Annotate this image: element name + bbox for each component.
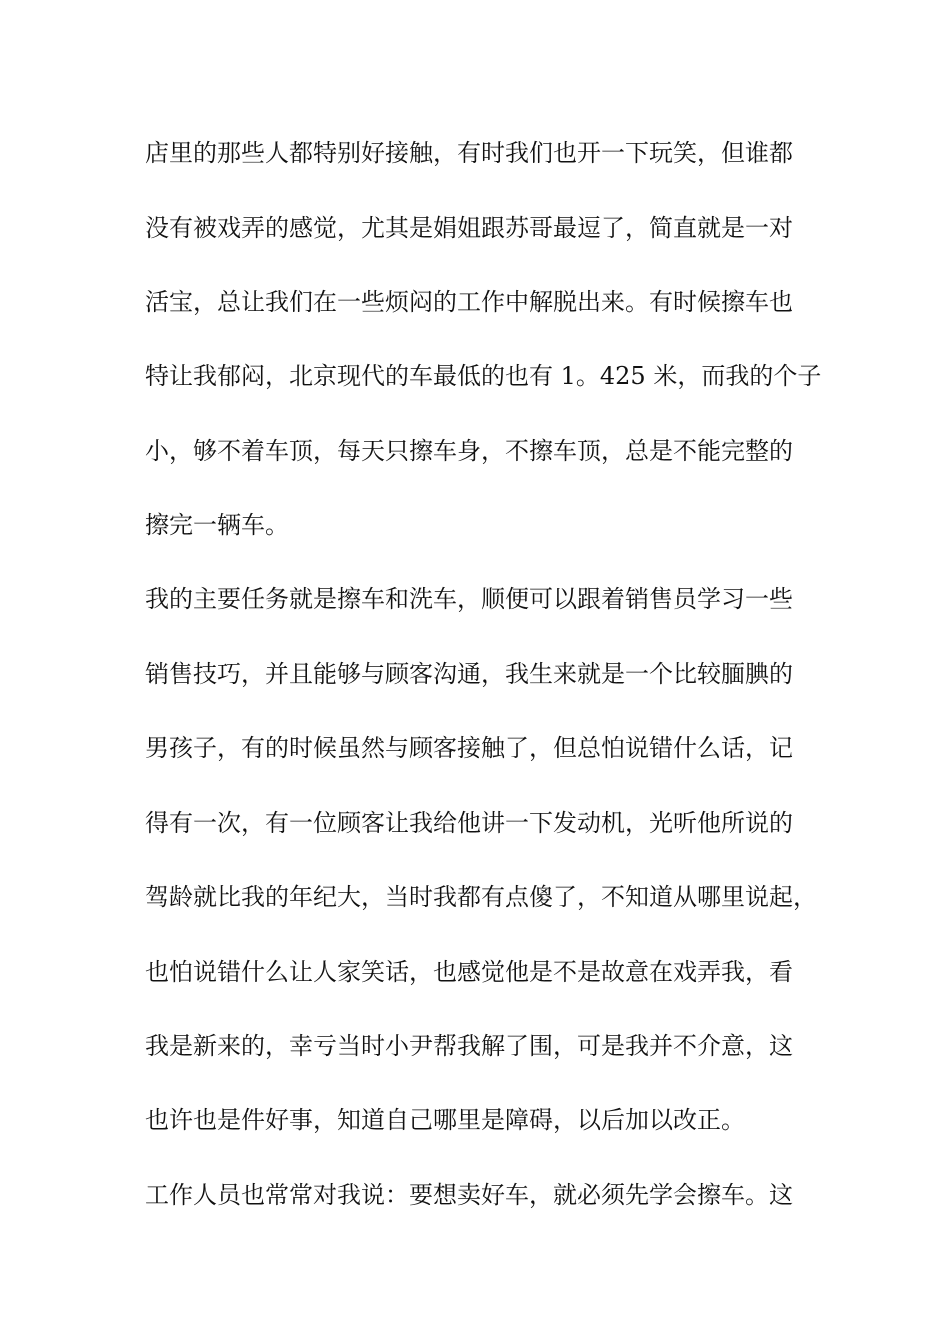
text-line: 擦完一辆车。 xyxy=(145,511,289,539)
text-line: 我是新来的，幸亏当时小尹帮我解了围，可是我并不介意，这 xyxy=(145,1032,793,1060)
text-line: 我的主要任务就是擦车和洗车，顺便可以跟着销售员学习一些 xyxy=(145,585,793,613)
text-line: 也怕说错什么让人家笑话，也感觉他是不是故意在戏弄我，看 xyxy=(145,958,793,986)
text-line: 工作人员也常常对我说：要想卖好车，就必须先学会擦车。这 xyxy=(145,1181,793,1209)
text-line: 销售技巧，并且能够与顾客沟通，我生来就是一个比较腼腆的 xyxy=(145,660,793,688)
text-line: 没有被戏弄的感觉，尤其是娟姐跟苏哥最逗了，简直就是一对 xyxy=(145,214,793,242)
text-line: 活宝，总让我们在一些烦闷的工作中解脱出来。有时候擦车也 xyxy=(145,288,793,316)
text-line: 男孩子，有的时候虽然与顾客接触了，但总怕说错什么话，记 xyxy=(145,734,793,762)
text-line: 得有一次，有一位顾客让我给他讲一下发动机，光听他所说的 xyxy=(145,809,793,837)
text-line: 小，够不着车顶，每天只擦车身，不擦车顶，总是不能完整的 xyxy=(145,437,793,465)
text-line: 也许也是件好事，知道自己哪里是障碍，以后加以改正。 xyxy=(145,1106,745,1134)
text-line: 特让我郁闷，北京现代的车最低的也有 1。425 米，而我的个子 xyxy=(145,362,822,390)
text-line: 驾龄就比我的年纪大，当时我都有点傻了，不知道从哪里说起， xyxy=(145,883,817,911)
text-line: 店里的那些人都特别好接触，有时我们也开一下玩笑，但谁都 xyxy=(145,139,793,167)
